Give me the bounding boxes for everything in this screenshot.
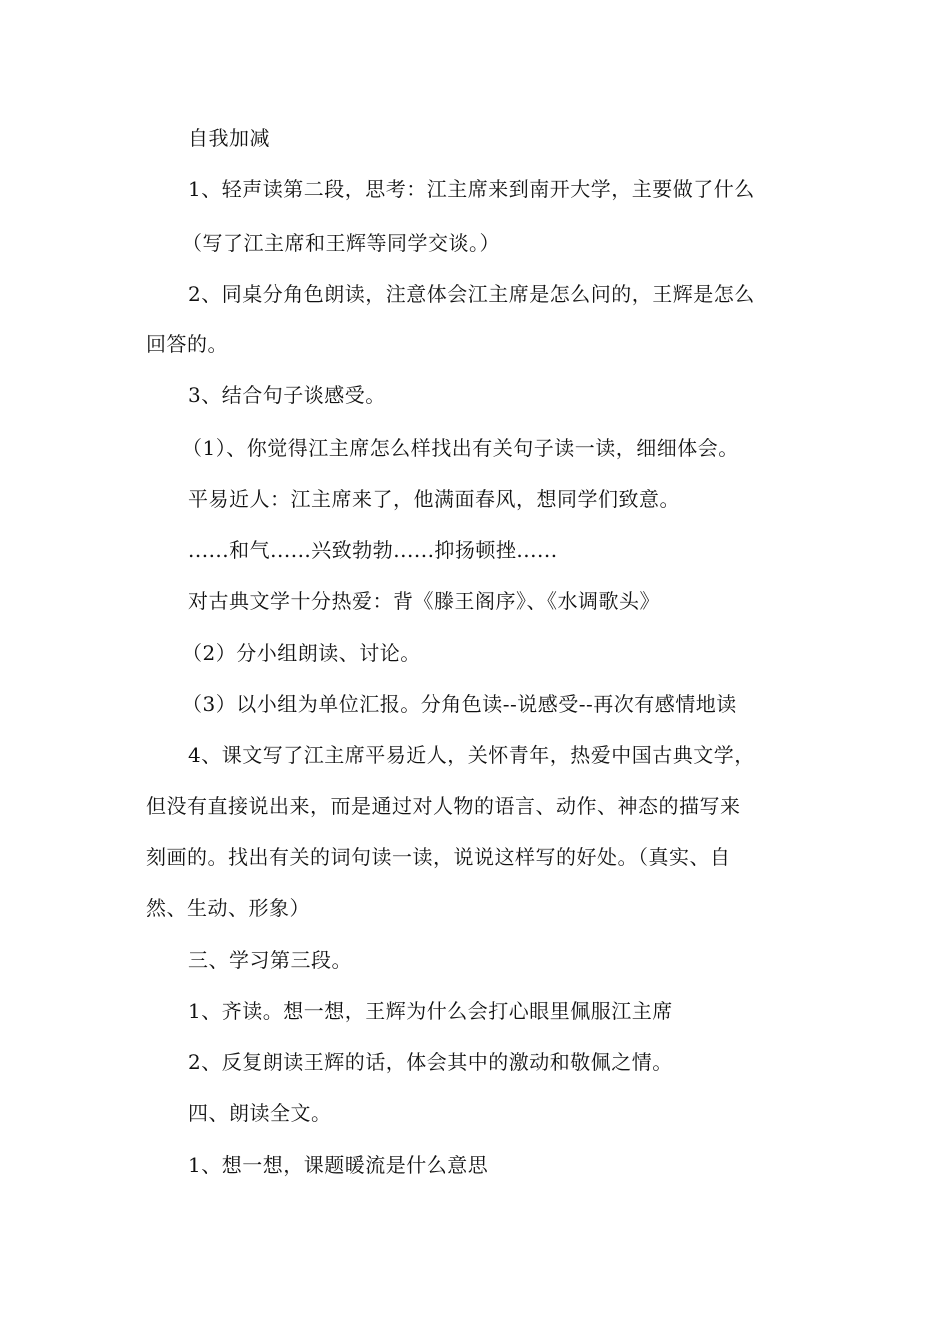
paragraph-line: 1、齐读。想一想，王辉为什么会打心眼里佩服江主席 bbox=[188, 999, 673, 1023]
section-heading-three: 三、学习第三段。 bbox=[188, 948, 352, 972]
paragraph-line: 1、轻声读第二段，思考：江主席来到南开大学，主要做了什么 bbox=[188, 177, 755, 201]
heading-self-add-subtract: 自我加减 bbox=[188, 126, 270, 150]
paragraph-line: 然、生动、形象） bbox=[146, 896, 310, 920]
section-heading-four: 四、朗读全文。 bbox=[188, 1101, 332, 1125]
paragraph-line: 刻画的。找出有关的词句读一读，说说这样写的好处。（真实、自 bbox=[146, 845, 731, 869]
paragraph-line: 对古典文学十分热爱：背《滕王阁序》、《水调歌头》 bbox=[188, 589, 660, 613]
paragraph-line: 3、结合句子谈感受。 bbox=[188, 383, 386, 407]
paragraph-line: （2）分小组朗读、讨论。 bbox=[182, 641, 421, 665]
paragraph-line: （1）、你觉得江主席怎么样找出有关句子读一读，细细体会。 bbox=[182, 436, 739, 460]
paragraph-line: （写了江主席和王辉等同学交谈。） bbox=[182, 231, 500, 255]
paragraph-line: 但没有直接说出来，而是通过对人物的语言、动作、神态的描写来 bbox=[146, 794, 741, 818]
paragraph-line: 4、课文写了江主席平易近人，关怀青年，热爱中国古典文学， bbox=[188, 743, 755, 767]
paragraph-line: （3）以小组为单位汇报。分角色读--说感受--再次有感情地读 bbox=[182, 692, 737, 716]
paragraph-line: 2、同桌分角色朗读，注意体会江主席是怎么问的，王辉是怎么 bbox=[188, 282, 755, 306]
paragraph-line: 1、想一想，课题暖流是什么意思 bbox=[188, 1153, 489, 1177]
paragraph-line: 回答的。 bbox=[146, 332, 228, 356]
paragraph-line: 平易近人：江主席来了，他满面春风，想同学们致意。 bbox=[188, 487, 680, 511]
paragraph-line: 2、反复朗读王辉的话，体会其中的激动和敬佩之情。 bbox=[188, 1050, 673, 1074]
paragraph-line: ......和气......兴致勃勃......抑扬顿挫...... bbox=[188, 538, 558, 562]
